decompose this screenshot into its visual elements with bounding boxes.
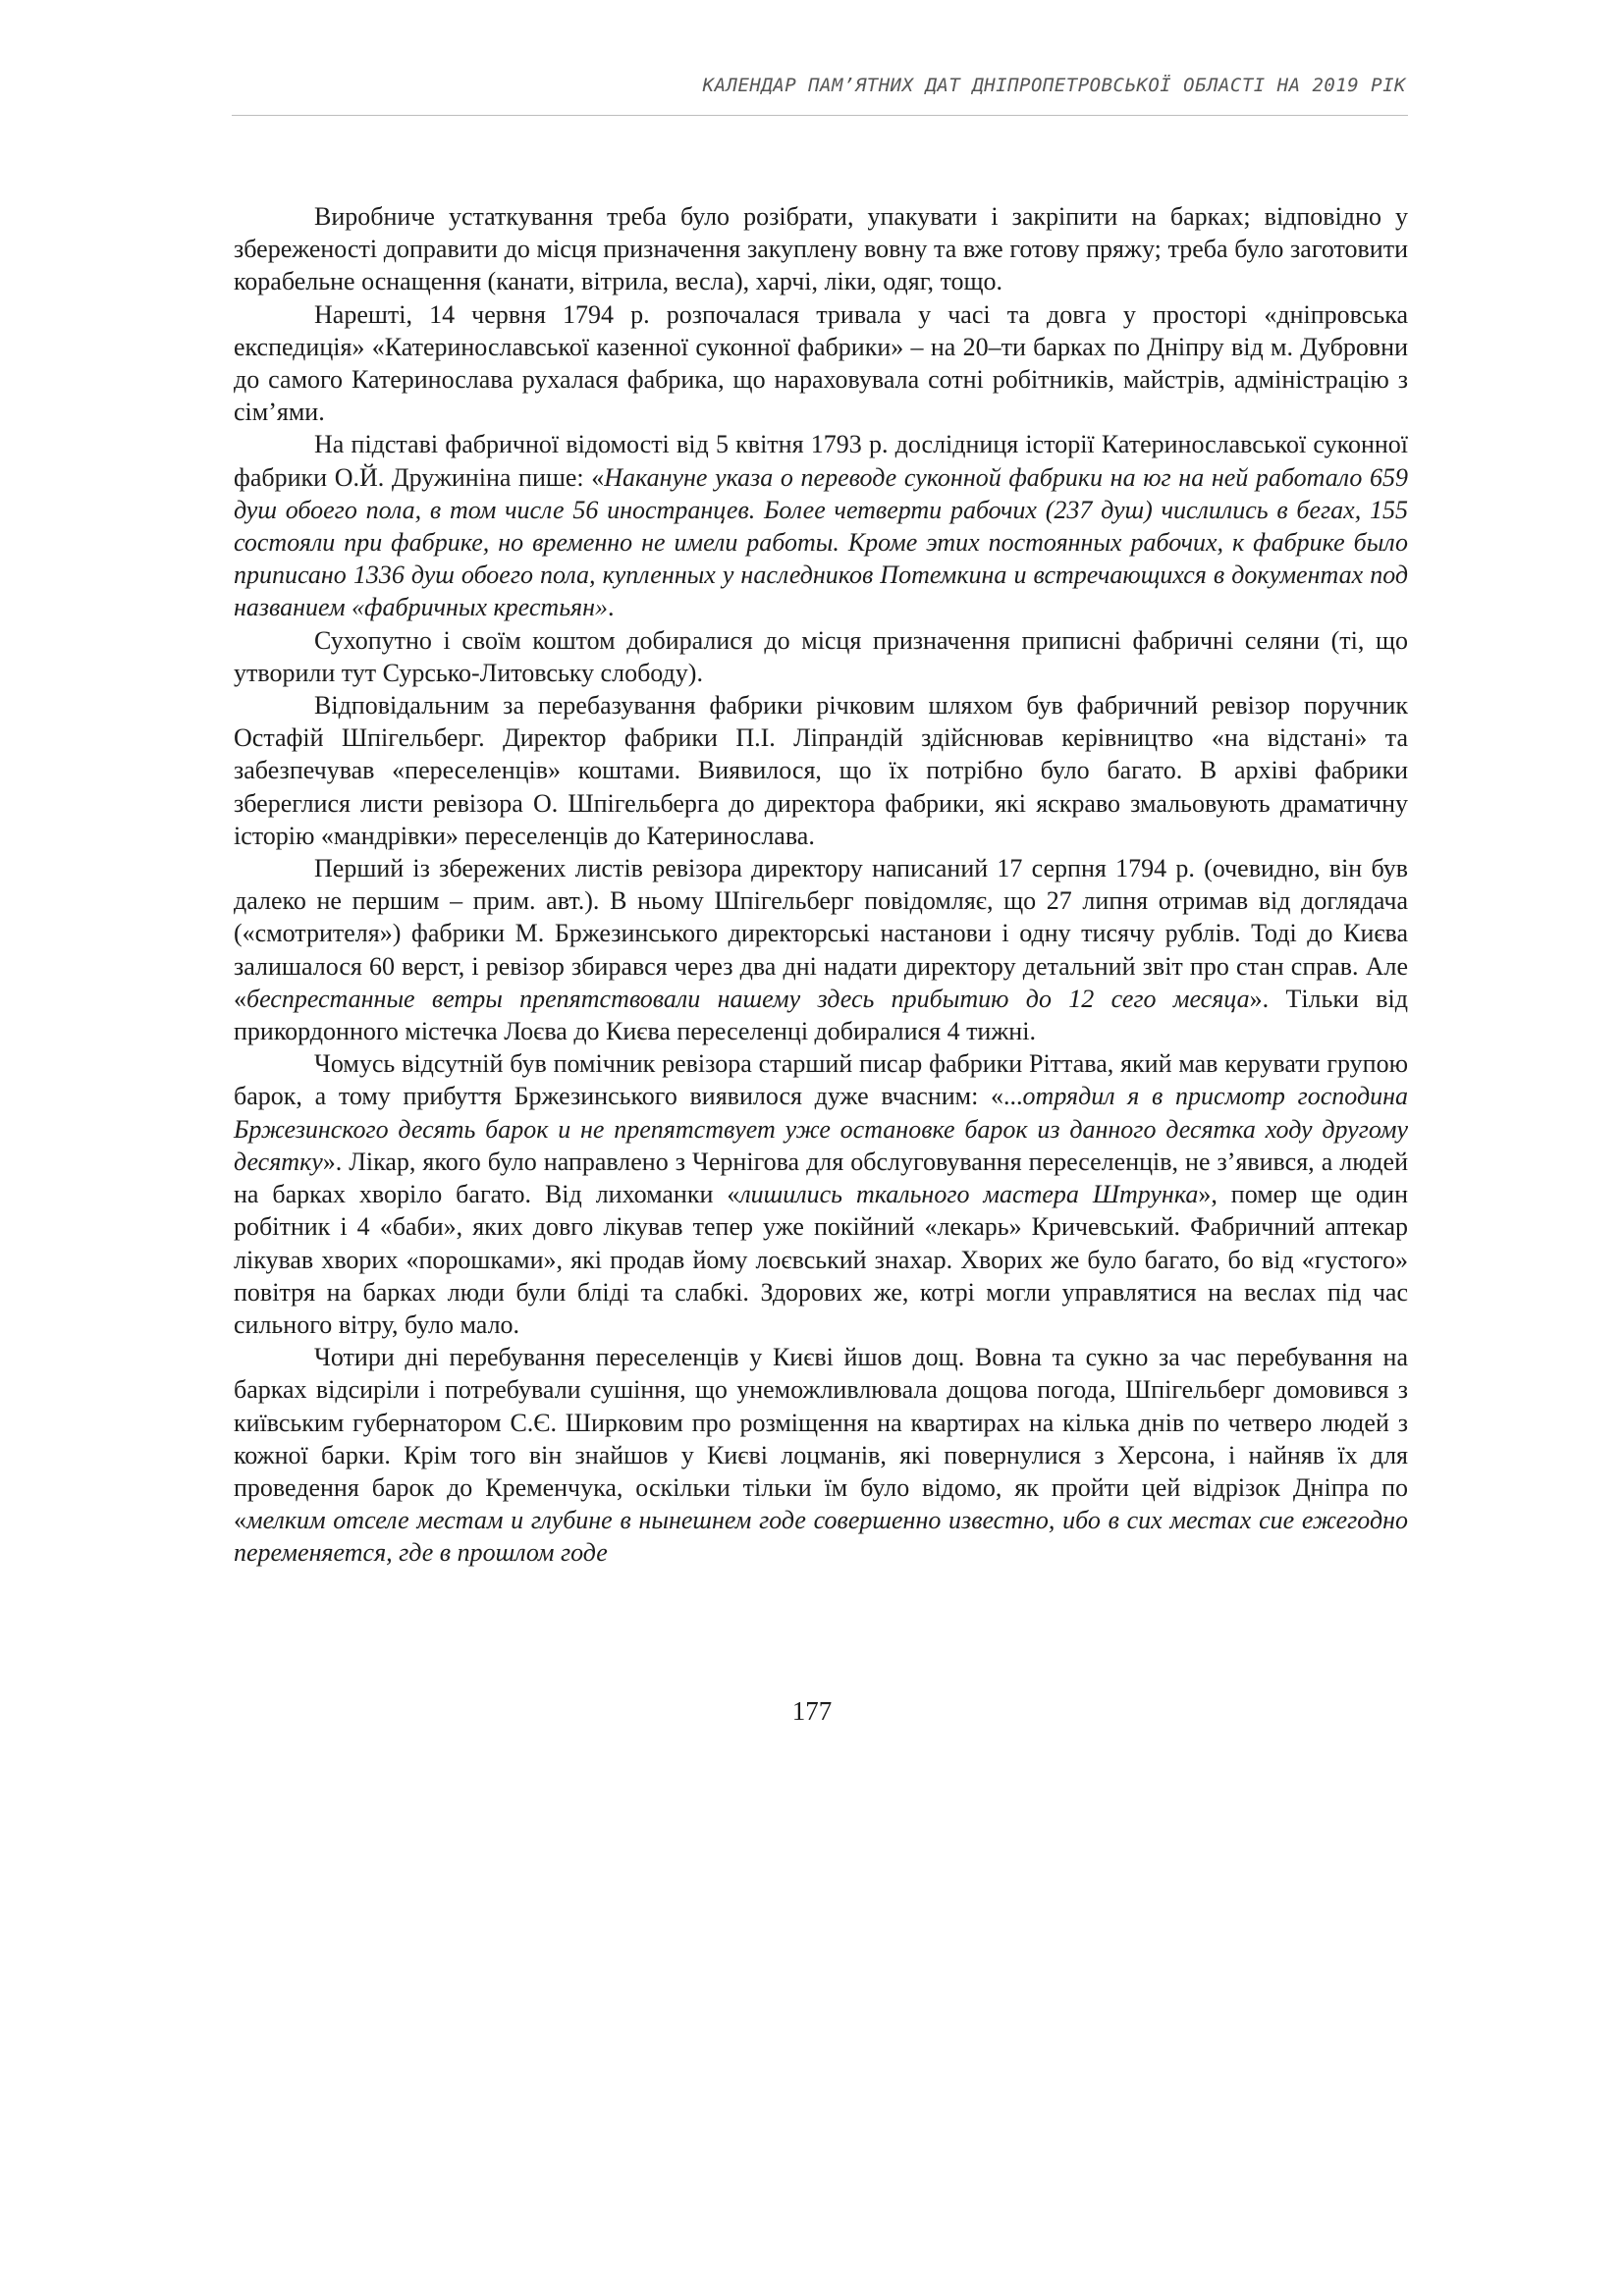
text-run: Перший із збережених листів ревізора директору написаний 17 серпня 1794 р. (очевидно, він був далеко не першим – прим. авт.). В ньому Шпігельберг повідомляє, що 27 липня отримав від доглядача («смотрителя») фабрики М. Бржезинського директорські настанови і одну тисячу рублів. Тоді до Києва залишалося 60 верст, і ревізор збирався через два дні надати директору детальний звіт про стан справ. Але « xyxy=(234,854,1408,1013)
paragraph xyxy=(234,428,1408,623)
text-run: Нарешті, 14 червня 1794 р. розпочалася тривала у часі та довга у просторі «дніпровська експедиція» «Катеринославської казенної суконної фабрики» – на 20–ти барках по Дніпру від м. Дубровни до самого Катеринослава рухалася фабрика, що нараховувала сотні робітників, майстрів, адміністрацію з сім’ями. xyxy=(234,299,1408,427)
paragraph xyxy=(234,298,1408,429)
body-text xyxy=(234,200,1408,1570)
paragraph xyxy=(234,689,1408,852)
text-run: Чомусь відсутній був помічник ревізора старший писар фабрики Ріттава, який мав керувати групою барок, а тому прибуття Бржезинського виявилося дуже вчасним: «... xyxy=(234,1049,1408,1111)
text-run: Виробниче устаткування треба було розібрати, упакувати і закріпити на барках; відповідно у збереженості доправити до місця призначення закуплену вовну та вже готову пряжу; треба було заготовити корабельне оснащення (канати, вітрила, весла), харчі, ліки, одяг, тощо. xyxy=(234,202,1408,296)
header-divider xyxy=(232,115,1408,116)
text-run: Чотири дні перебування переселенців у Києві йшов дощ. Вовна та сукно за час перебування на барках відсиріли і потребували сушіння, що унеможливлювала дощова погода, Шпігельберг домовився з київським губернатором С.Є. Ширковим про розміщення на квартирах на кілька днів по четверо людей з кожної барки. Крім того він знайшов у Києві лоцманів, які повернулися з Херсона, і найняв їх для проведення барок до Кременчука, оскільки тільки їм було відомо, як пройти цей відрізок Дніпра по « xyxy=(234,1343,1408,1535)
text-run: », помер ще один робітник і 4 «баби», яких довго лікував тепер уже покійний «лекарь» Кричевський. Фабричний аптекар лікував хворих «порошками», які продав йому лоєвський знахар. Хворих же було багато, бо від «густого» повітря на барках люди були бліді та слабкі. Здорових же, котрі могли управлятися на веслах під час сильного вітру, було мало. xyxy=(234,1180,1408,1339)
quoted-text: лишились ткального мастера Штрунка xyxy=(739,1180,1199,1209)
paragraph xyxy=(234,200,1408,298)
paragraph xyxy=(234,1341,1408,1569)
paragraph xyxy=(234,852,1408,1047)
quoted-text: мелким отселе местам и глубине в нынешнем годе совершенно известно, ибо в сих местах сие ежегодно переменяется, где в прошлом годе xyxy=(234,1506,1408,1568)
running-header: КАЛЕНДАР ПАМ’ЯТНИХ ДАТ ДНІПРОПЕТРОВСЬКОЇ ОБЛАСТІ НА 2019 РІК xyxy=(702,75,1406,96)
text-run: ». Лікар, якого було направлено з Чернігова для обслуговування переселенців, не з’явився, а людей на барках хворіло багато. Від лихоманки « xyxy=(234,1147,1408,1209)
text-run: . xyxy=(608,593,615,622)
page-number: 177 xyxy=(791,1696,833,1726)
text-run: На підставі фабричної відомості від 5 квітня 1793 р. дослідниця історії Катеринославської суконної фабрики О.Й. Дружиніна пише: « xyxy=(234,430,1408,492)
text-run: ». Тільки від прикордонного містечка Лоєва до Києва переселенці добиралися 4 тижні. xyxy=(234,984,1409,1046)
quoted-text: Накануне указа о переводе суконной фабрики на юг на ней работало 659 душ обоего пола, в том числе 56 иностранцев. Более четверти рабочих (237 душ) числились в бегах, 155 состояли при фабрике, но временно не имели работы. Кроме этих постоянных рабочих, к фабрике было приписано 1336 душ обоего пола, купленных у наследников Потемкина и встречающихся в документах под названием «фабричных крестьян» xyxy=(234,462,1408,622)
text-run: Сухопутно і своїм коштом добиралися до місця призначення приписні фабричні селяни (ті, що утворили тут Сурсько-Литовську слободу). xyxy=(234,625,1408,687)
paragraph xyxy=(234,1047,1408,1341)
paragraph xyxy=(234,624,1408,689)
quoted-text: беспрестанные ветры препятствовали нашему здесь прибытию до 12 сего месяца xyxy=(246,984,1250,1013)
text-run: Відповідальним за перебазування фабрики річковим шляхом був фабричний ревізор поручник Остафій Шпігельберг. Директор фабрики П.І. Ліпрандій здійснював керівництво «на відстані» та забезпечував «переселенців» коштами. Виявилося, що їх потрібно було багато. В архіві фабрики збереглися листи ревізора О. Шпігельберга до директора фабрики, які яскраво змальовують драматичну історію «мандрівки» переселенців до Катеринослава. xyxy=(234,691,1408,850)
quoted-text: отрядил я в присмотр господина Бржезинского десять барок и не препятствует уже остановке барок из данного десятка ходу другому десятку xyxy=(234,1082,1408,1176)
